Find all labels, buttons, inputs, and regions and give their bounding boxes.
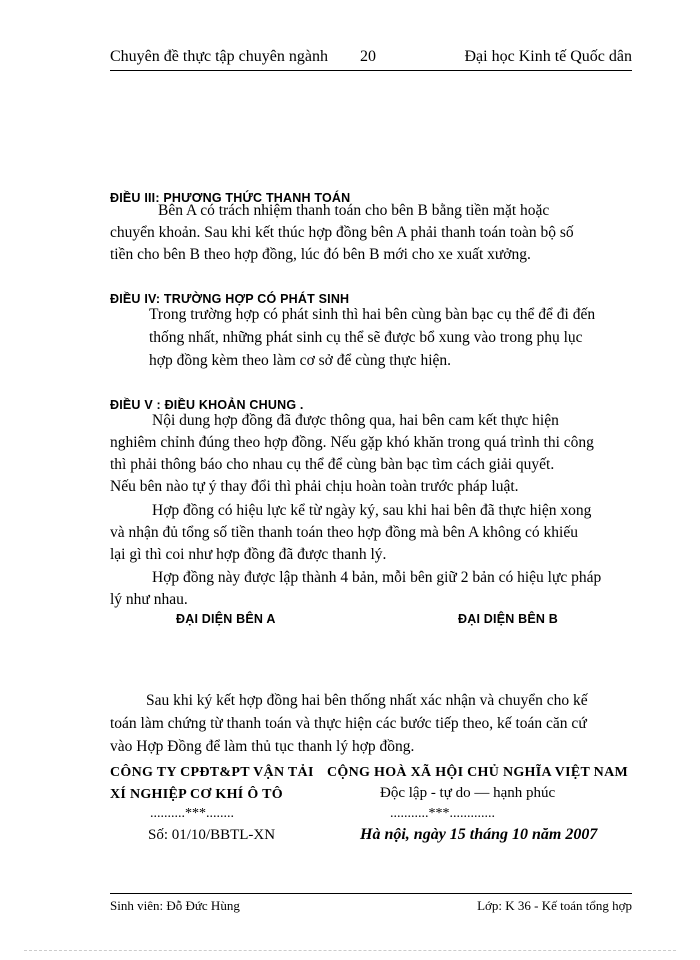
footer-student: Sinh viên: Đỗ Đức Hùng — [110, 898, 240, 913]
company-name: CÔNG TY CPĐT&PT VẬN TẢI — [110, 765, 314, 780]
section-3-line: tiền cho bên B theo hợp đồng, lúc đó bên B mới cho xe xuất xưởng. — [110, 246, 531, 263]
section-3-title: ĐIỀU III: PHƯƠNG THỨC THANH TOÁN — [110, 191, 351, 205]
page-header — [110, 46, 632, 71]
section-5-line: nghiêm chỉnh đúng theo hợp đồng. Nếu gặp khó khăn trong quá trình thi công — [110, 434, 594, 451]
section-5-line: Hợp đồng có hiệu lực kể từ ngày ký, sau khi hai bên đã thực hiện xong — [152, 502, 592, 519]
closing-line: vào Hợp Đồng để làm thủ tục thanh lý hợp đồng. — [110, 738, 415, 755]
closing-line: toán làm chứng từ thanh toán và thực hiện các bước tiếp theo, kế toán căn cứ — [110, 715, 587, 732]
section-5-line: thì phải thông báo cho nhau cụ thể để cùng bàn bạc tìm cách giải quyết. — [110, 456, 555, 473]
section-4-line: thống nhất, những phát sinh cụ thể sẽ được bổ xung vào trong phụ lục — [149, 329, 583, 346]
document-date: Hà nội, ngày 15 tháng 10 năm 2007 — [360, 826, 598, 843]
nation-motto: Độc lập - tự do — hạnh phúc — [380, 785, 556, 801]
section-5-line: và nhận đủ tổng số tiền thanh toán theo hợp đồng mà bên A không có khiếu — [110, 524, 578, 541]
section-4-line: hợp đồng kèm theo làm cơ sở để cùng thực hiện. — [149, 352, 452, 369]
signature-party-b: ĐẠI DIỆN BÊN B — [458, 612, 559, 626]
section-5-line: lại gì thì coi như hợp đồng đã được thanh lý. — [110, 546, 387, 563]
document-number: Số: 01/10/BBTL-XN — [148, 827, 276, 843]
section-3-line: Bên A có trách nhiệm thanh toán cho bên B bằng tiền mặt hoặc — [158, 202, 550, 219]
section-5-line: lý như nhau. — [110, 591, 188, 608]
nation-title: CỘNG HOÀ XÃ HỘI CHỦ NGHĨA VIỆT NAM — [327, 765, 628, 780]
page-footer — [110, 893, 632, 914]
header-university: Đại học Kinh tế Quốc dân — [464, 48, 632, 65]
section-4-title: ĐIỀU IV: TRƯỜNG HỢP CÓ PHÁT SINH — [110, 292, 350, 306]
closing-line: Sau khi ký kết hợp đồng hai bên thống nhất xác nhận và chuyển cho kế — [146, 692, 588, 709]
company-unit: XÍ NGHIỆP CƠ KHÍ Ô TÔ — [110, 787, 283, 802]
section-5-line: Nội dung hợp đồng đã được thông qua, hai bên cam kết thực hiện — [152, 412, 559, 429]
signature-party-a: ĐẠI DIỆN BÊN A — [176, 612, 276, 626]
section-5-line: Hợp đồng này được lập thành 4 bản, mỗi bên giữ 2 bản có hiệu lực pháp — [152, 569, 602, 586]
page-number: 20 — [360, 48, 376, 65]
section-5-title: ĐIỀU V : ĐIỀU KHOẢN CHUNG . — [110, 398, 304, 412]
company-stars: ..........***........ — [150, 806, 234, 821]
nation-stars: ...........***............. — [390, 806, 495, 821]
footer-class: Lớp: K 36 - Kế toán tổng hợp — [477, 898, 632, 913]
section-5-line: Nếu bên nào tự ý thay đổi thì phải chịu hoàn toàn trước pháp luật. — [110, 478, 519, 495]
section-3-line: chuyển khoản. Sau khi kết thúc hợp đồng bên A phải thanh toán toàn bộ số — [110, 224, 574, 241]
page-bottom-divider — [24, 950, 676, 951]
section-4-line: Trong trường hợp có phát sinh thì hai bên cùng bàn bạc cụ thể để đi đến — [149, 306, 596, 323]
header-topic: Chuyên đề thực tập chuyên ngành — [110, 48, 328, 65]
